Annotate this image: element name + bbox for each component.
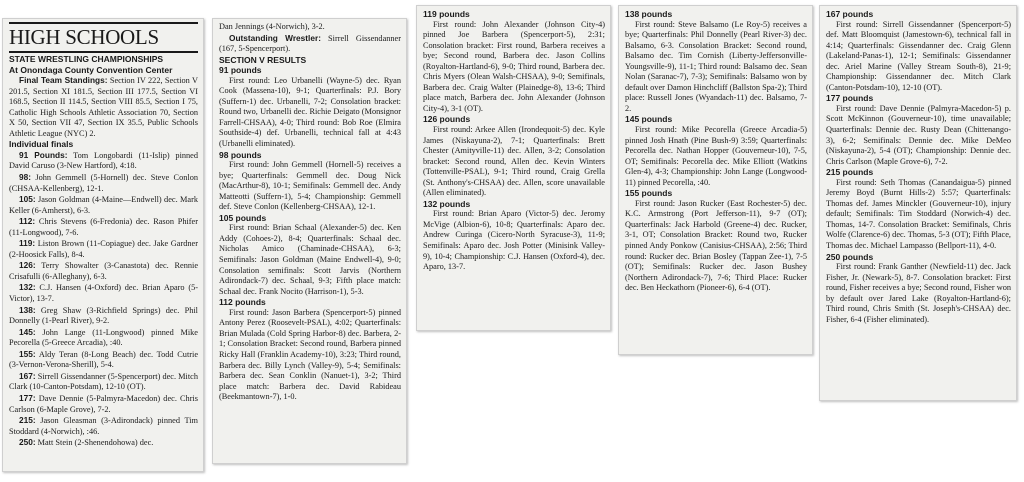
weight-class-results: First round: Arkee Allen (Irondequoit-5) dec. Kyle James (Niskayuna-2), 7-1; Quarterfinals: Brett Chester (Amityville-11) dec. Allen, 3-2; Consolation bracket: Second round, Allen dec. Kevin Winters (Tottenville-PSAL), 9-1; Third round, Craig Grella (St. Anthony's-CHSAA) dec. Allen, score unavailable (Allen eliminated). [423,125,605,198]
results-column-5 [819,5,1017,401]
weight-class-list [219,65,401,403]
weight-class-heading: 250 pounds [826,251,874,262]
weight-class-results: First round: Mike Pecorella (Greece Arcadia-5) pinned Josh Hnath (Pine Bush-9) 3:59; Quarterfinals: Pecorella dec. Nathan Hopper (Gouverneur-10), 7-5, OT; Semifinals: Pecorella dec. Mike Elliott (Watkins Glen-4), 4-3; Championship: John Lange (Longwood-11) pinned Pecorella, :40. [625,125,807,187]
team-standings [9,75,198,139]
weight-class-list [423,9,605,273]
weight-label: 250: [19,437,36,448]
weight-class-results: First round: Brian Schaal (Alexander-5) dec. Ken Addy (Cohoes-2), 8-4; Quarterfinals: Schaal dec. Nicholas Amico (Chaminade-CHSAA), 6-3; Semifinals: Jason Goldman (Maine Endwell-4), 9-0; Consolation semifinals: Scott Jarvis (Northern Adirondack-7) dec. Schaal, 9-3; Fifth place match: Schaal dec. Frank Nocito (Harrison-1), 5-3. [219,223,401,296]
final-result [9,216,198,238]
weight-label: 98: [19,172,31,183]
result-text: Jason Goldman (4-Maine—Endwell) dec. Mark Keller (6-Amherst), 6-3. [9,195,198,215]
results-column-3 [416,5,611,331]
venue-line: At Onondaga County Convention Center [9,64,173,75]
weight-class-results: First round: Jason Barbera (Spencerport-5) pinned Antony Perez (Roosevelt-PSAL), 4:02; Quarterfinals: Brian Mulada (Cold Spring Harbor-8) dec. Barbera, 2-1; Consolation Bracket: Second round, Barbera pinned Ricky Hall (Franklin Academy-10), 3:23; Third round, Barbera dec. Billy Lynch (Valley-9), 5-4; Semifinals: Barbera dec. Sean Conklin (Nanuet-1), 3-2; Third place match: Barbera dec. David Rabideau (Beekmantown-7), 1-0. [219,307,401,402]
result-text: Liston Brown (11-Copiague) dec. Jake Gardner (2-Hoosick Falls), 8-4. [9,239,198,259]
weight-class-heading: 145 pounds [625,114,673,125]
weight-class-results: First round: Seth Thomas (Canandaigua-5) pinned Jeremy Boyd (Burnt Hills-2) 5:57; Quarterfinals: Thomas def. James Minckler (Gouverneur-10), injury default; Semifinals: Tim Stoddard (Norwich-4) dec. Thomas, 14-7. Consolation Bracket: Semifinals, Chris Wolfe (Clarence-6) dec. Thomas, 5-3 (OT); Fifth Place, Thomas dec. Michael Lampasso (Bellport-11), 4-0. [826,177,1011,251]
weight-label: 177: [19,392,36,403]
weight-class-results: First round: John Alexander (Johnson City-4) pinned Joe Barbera (Spencerport-5), 2:31; Consolation bracket: First round, Barbera receives a bye; Second round, Barbera dec. Jason Collins (Royalton-Hartland-6), 9-0; Third round, Barbera dec. Chris Myers (Olean Walsh-CHSAA), 9-0; Semifinals, Barbera dec. Craig Walter (Plainedge-8), 13-6; Third place match, Barbera dec. John Alexander (Johnson City-4), 3-1 (OT). [423,19,605,113]
final-result [9,282,198,304]
weight-class-results: First round: Dave Dennie (Palmyra-Macedon-5) p. Scott McKinnon (Gouverneur-10), time unavailable; Quarterfinals: Dennie dec. Rusty Dean (Chittenango-3), 6-2; Semifinals: Dennie dec. Mike DeMeo (Niskayuna-2), 5-4 (OT); Championship: Dennie dec. Chris Carlson (Maple Grove-6), 7-2. [826,103,1011,166]
final-result [9,260,198,282]
weight-class-results: First round: Leo Urbanelli (Wayne-5) dec. Ryan Cook (Massena-10), 9-1; Quarterfinals: P.J. Bory (Suffern-1) dec. Urbanelli, 7-2; Consolation bracket: Round two, Urbanelli dec. Richie Deigato (Monsignor Farrell-CHSAA), 4-0; Third round: Bob Roe (Elmira Southside-4) def. Urbanelli, technical fall at 4:43 (Urbanelli eliminated). [219,75,401,149]
weight-class-heading: 167 pounds [826,9,874,19]
weight-label: 126: [19,260,36,271]
weight-label: 105: [19,194,36,205]
weight-label: 91 Pounds: [19,149,68,160]
result-text: John Gemmell (5-Hornell) dec. Steve Conlon (CHSAA-Kellenberg), 12-1. [9,173,198,193]
outstanding-label: Outstanding Wrestler: [229,32,321,43]
weight-class-heading: 105 pounds [219,212,267,223]
weight-label: 119: [19,238,36,249]
final-result [9,150,198,172]
weight-class-heading: 126 pounds [423,114,471,125]
final-result [9,393,198,415]
individual-finals-heading: Individual finals [9,139,74,150]
weight-class-results: First round: John Gemmell (Hornell-5) receives a bye; Quarterfinals: Gemmell dec. Doug Nick (MacArthur-8), 10-1; Semifinals: Gemmell dec. Andy Matteotti (Suffern-1), 5-4; Championship: Gemmell def. Steve Conlon (Kellenberg-CHSAA), 12-1. [219,160,401,212]
result-text: Sirrell Gissendanner (5-Spencerport) dec. Mitch Clark (10-Canton-Potsdam), 12-10 (OT). [9,371,198,392]
result-text: Terry Showalter (3-Canastota) dec. Rennie Crisafulli (6-Alleghany), 6-3. [9,261,198,281]
weight-class-heading: 215 pounds [826,167,874,178]
weight-class-results: First round: Brian Aparo (Victor-5) dec. Jeromy McVige (Albion-6), 10-8; Quarterfinals: Aparo dec. Andrew Curinga (Cicero-North Syracuse-3), 11-9; Semifinals: Aparo dec. Josh Potter (Minisink Valley-9), 10-4; Championship: C.J. Hansen (Oxford-4), dec. Aparo, 13-7. [423,209,605,272]
final-result [9,305,198,327]
carryover-text: Dan Jennings (4-Norwich), 3-2. [219,22,325,31]
result-text: Jason Gleasman (3-Adirondack) pinned Tim Stoddard (4-Norwich), :46. [9,416,198,436]
weight-class-list [625,9,807,294]
weight-class-heading: 138 pounds [625,9,673,19]
weight-class-heading: 119 pounds [423,9,470,19]
weight-label: 155: [19,348,36,359]
weight-class-heading: 98 pounds [219,149,262,160]
section-heading: SECTION V RESULTS [219,54,307,65]
final-result [9,327,198,349]
finals-list [9,150,198,449]
weight-class-results: First round: Jason Rucker (East Rochester-5) dec. K.C. Armstrong (Port Jefferson-11), 9-7 (OT); Quarterfinals: Jack Harbold (Greene-4) dec. Rucker, 3-1, OT; Consolation Bracket: Round two, Rucker pinned Andy Ponkow (Canisius-CHSAA), 2:56; Third round: Rucker dec. Brian Bosley (Tappan Zee-1), 7-5 (OT); Semifinals: Rucker dec. Jason Bushey (Northern Adirondack-7), 7-6; Third Place: Rucker dec. Ben Heckathorn (Pioneer-6), 6-4 (OT). [625,198,807,293]
weight-class-heading: 91 pounds [219,65,262,76]
result-text: Greg Shaw (3-Richfield Springs) dec. Phil Donnelly (1-Pearl River), 9-2. [9,305,198,326]
result-text: Chris Stevens (6-Fredonia) dec. Rason Phifer (11-Longwood), 7-6. [9,217,198,237]
weight-class-results: First round: Frank Ganther (Newfield-11) dec. Jack Fisher, Jr. (Newark-5), 8-7. Consolation bracket: First round, Fisher receives a bye; Second round, Fisher won by default over Jared Lake (Royalton-Hartland-6); Third round, Chris Smith (St. Joseph's-CHSAA) dec. Fisher, 6-4 (Fisher eliminated). [826,262,1011,324]
weight-label: 145: [19,326,36,337]
weight-label: 138: [19,304,36,315]
weight-label: 167: [19,370,36,381]
final-result [9,238,198,260]
result-text: Tom Longobardi (11-Islip) pinned David Caruso (3-New Hartford), 4:18. [9,150,199,171]
result-text: John Lange (11-Longwood) pinned Mike Pecorella (5-Greece Arcadia), :40. [9,327,198,348]
weight-label: 112: [19,216,36,227]
final-result [9,415,198,437]
standings-text: Section IV 222, Section V 201.5, Section XI 181.5, Section III 177.5, Section VI 168.5, Section II 114.5, Section VIII 85.5, Section I 75, Catholic High Schools Athletic Association 70, Section X 50, Section VII 47, Section IX 35.5, Public Schools Athletic League (NYC) 2. [9,76,198,138]
result-text: Matt Stein (2-Shenendohowa) dec. [35,438,154,448]
weight-label: 215: [19,415,36,426]
section-title: HIGH SCHOOLS [9,22,198,53]
article-subtitle: STATE WRESTLING CHAMPIONSHIPS [9,54,164,64]
weight-class-heading: 155 pounds [625,188,673,199]
final-result [9,371,198,393]
result-text: Aldy Teran (8-Long Beach) dec. Todd Cutrie (3-Vernon-Verona-Sherill), 5-4. [9,349,198,370]
results-column-1 [2,18,204,472]
results-column-2 [212,18,407,464]
standings-label: Final Team Standings: [19,75,108,86]
outstanding-wrestler [219,33,401,55]
weight-class-results: First round: Sirrell Gissendanner (Spencerport-5) def. Matt Bloomquist (Jamestown-6), technical fall in 4:14; Quarterfinals: Gissendanner dec. Craig Glenn (Lakeland-Panas-1), 12-1; Semifinals: Gissendanner dec. Ariel Marine (Valley Stream South-8), 21-9; Championship: Gissendanner dec. Mitch Clark (Canton-Potsdam-10), 12-10 (OT). [826,19,1011,92]
results-column-4 [618,5,813,355]
final-result [9,349,198,371]
result-text: Dave Dennie (5-Palmyra-Macedon) dec. Chris Carlson (6-Maple Grove), 7-2. [9,393,198,414]
weight-class-heading: 112 pounds [219,297,266,308]
outstanding-text: Sirrell Gissendanner (167, 5-Spencerport). [219,33,401,54]
weight-class-results: First round: Steve Balsamo (Le Roy-5) receives a bye; Quarterfinals: Phil Donnelly (Pearl River-3) dec. Balsamo, 6-3. Consolation Bracket: Second round, Balsamo dec. Tim Cornish (Liberty-Jeffersonville-Youngsville-9), 11-1; Third round: Balsamo dec. Sean Nolan (Saranac-7), 7-3); Semifinals: Balsamo won by default over Damon Hinchcliff (Ballston Spa-2); Third place: Russell Jones (Wyandach-11) dec. Balsamo, 7-2. [625,19,807,113]
final-result [9,194,198,216]
weight-class-list [826,9,1011,325]
weight-class-heading: 177 pounds [826,93,874,104]
weight-label: 132: [19,282,36,293]
result-text: C.J. Hansen (4-Oxford) dec. Brian Aparo (5-Victor), 13-7. [9,283,198,304]
final-result [9,437,198,449]
final-result [9,172,198,194]
weight-class-heading: 132 pounds [423,198,471,209]
